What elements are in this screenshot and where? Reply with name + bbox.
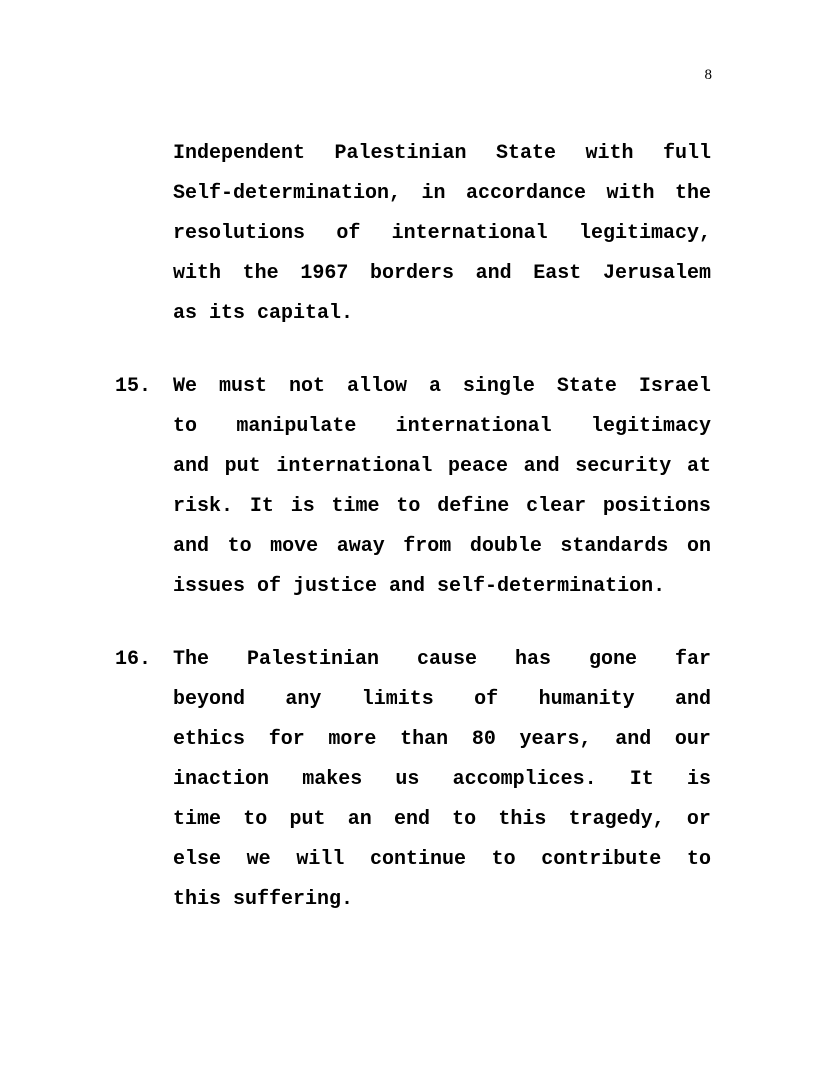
text-line bbox=[173, 800, 711, 840]
word: makes bbox=[302, 768, 363, 791]
word: us bbox=[395, 768, 420, 791]
word: issues of justice and self-determination. bbox=[173, 575, 666, 598]
text-line bbox=[173, 880, 711, 920]
text-line bbox=[173, 367, 711, 407]
text-line bbox=[173, 760, 711, 800]
text-line bbox=[173, 567, 711, 607]
word: to bbox=[452, 808, 477, 831]
word: manipulate bbox=[236, 415, 357, 438]
word: risk. bbox=[173, 495, 234, 518]
word: with bbox=[585, 142, 634, 165]
word: time bbox=[331, 495, 380, 518]
word: as its capital. bbox=[173, 302, 354, 325]
word: time bbox=[173, 808, 222, 831]
word: and bbox=[674, 688, 711, 711]
paragraph-number: 16. bbox=[115, 648, 152, 671]
continued-paragraph bbox=[173, 134, 711, 334]
word: borders bbox=[369, 262, 454, 285]
text-line bbox=[173, 527, 711, 567]
word: Jerusalem bbox=[602, 262, 711, 285]
paragraph-16 bbox=[115, 640, 711, 920]
word: our bbox=[674, 728, 711, 751]
text-line bbox=[173, 487, 711, 527]
word: State bbox=[496, 142, 557, 165]
word: away bbox=[336, 535, 385, 558]
word: this suffering. bbox=[173, 888, 354, 911]
word: legitimacy bbox=[590, 415, 711, 438]
word: with bbox=[606, 182, 655, 205]
word: It bbox=[249, 495, 274, 518]
word: in bbox=[421, 182, 446, 205]
word: security bbox=[575, 455, 672, 478]
text-line bbox=[173, 447, 711, 487]
text-line bbox=[173, 840, 711, 880]
word: 1967 bbox=[300, 262, 349, 285]
word: and bbox=[615, 728, 652, 751]
text-line bbox=[173, 407, 711, 447]
word: full bbox=[662, 142, 711, 165]
word: accomplices. bbox=[452, 768, 597, 791]
paragraph-15 bbox=[115, 367, 711, 607]
word: humanity bbox=[538, 688, 635, 711]
word: cause bbox=[416, 648, 477, 671]
word: more bbox=[328, 728, 377, 751]
word: has bbox=[514, 648, 551, 671]
word: and bbox=[523, 455, 560, 478]
word: the bbox=[242, 262, 279, 285]
word: put bbox=[224, 455, 261, 478]
word: else bbox=[173, 848, 222, 871]
word: standards bbox=[560, 535, 669, 558]
word: to bbox=[243, 808, 268, 831]
word: beyond bbox=[173, 688, 246, 711]
word: accordance bbox=[466, 182, 587, 205]
word: or bbox=[686, 808, 711, 831]
word: end bbox=[393, 808, 430, 831]
text-line bbox=[173, 134, 711, 174]
text-line bbox=[173, 254, 711, 294]
word: any bbox=[285, 688, 322, 711]
word: inaction bbox=[173, 768, 270, 791]
word: will bbox=[296, 848, 345, 871]
word: legitimacy, bbox=[578, 222, 711, 245]
word: define bbox=[437, 495, 510, 518]
word: Independent bbox=[173, 142, 306, 165]
word: It bbox=[629, 768, 654, 791]
text-line bbox=[173, 174, 711, 214]
word: from bbox=[403, 535, 452, 558]
word: international bbox=[395, 415, 552, 438]
word: and bbox=[173, 455, 210, 478]
text-line bbox=[173, 294, 711, 334]
word: single bbox=[462, 375, 535, 398]
word: is bbox=[686, 768, 711, 791]
paragraph-number: 15. bbox=[115, 375, 152, 398]
word: far bbox=[674, 648, 711, 671]
word: to bbox=[227, 535, 252, 558]
word: of bbox=[474, 688, 499, 711]
word: international bbox=[276, 455, 433, 478]
word: Palestinian bbox=[334, 142, 467, 165]
word: East bbox=[533, 262, 582, 285]
word: Palestinian bbox=[246, 648, 380, 671]
word: tragedy, bbox=[568, 808, 665, 831]
word: of bbox=[336, 222, 361, 245]
word: years, bbox=[519, 728, 592, 751]
word: peace bbox=[447, 455, 508, 478]
word: to bbox=[396, 495, 421, 518]
word: and bbox=[173, 535, 210, 558]
text-line bbox=[173, 640, 711, 680]
word: contribute bbox=[541, 848, 662, 871]
text-line bbox=[173, 680, 711, 720]
word: to bbox=[491, 848, 516, 871]
word: move bbox=[270, 535, 319, 558]
word: we bbox=[246, 848, 271, 871]
word: to bbox=[686, 848, 711, 871]
word: clear bbox=[526, 495, 587, 518]
word: limits bbox=[361, 688, 434, 711]
page-number: 8 bbox=[704, 67, 712, 83]
word: ethics bbox=[173, 728, 246, 751]
word: is bbox=[290, 495, 315, 518]
text-line bbox=[173, 720, 711, 760]
word: put bbox=[289, 808, 326, 831]
word: double bbox=[469, 535, 542, 558]
word: than bbox=[400, 728, 449, 751]
word: Self-determination, bbox=[173, 182, 402, 205]
word: not bbox=[288, 375, 325, 398]
word: The bbox=[173, 648, 210, 671]
word: the bbox=[674, 182, 711, 205]
word: continue bbox=[369, 848, 466, 871]
word: a bbox=[428, 375, 441, 398]
word: and bbox=[475, 262, 512, 285]
word: Israel bbox=[638, 375, 711, 398]
word: positions bbox=[602, 495, 711, 518]
word: at bbox=[686, 455, 711, 478]
word: gone bbox=[588, 648, 637, 671]
text-line bbox=[173, 214, 711, 254]
word: on bbox=[686, 535, 711, 558]
word: State bbox=[556, 375, 617, 398]
word: resolutions bbox=[173, 222, 306, 245]
word: for bbox=[268, 728, 305, 751]
word: 80 bbox=[471, 728, 496, 751]
word: to bbox=[173, 415, 198, 438]
word: this bbox=[498, 808, 547, 831]
word: international bbox=[391, 222, 548, 245]
word: must bbox=[218, 375, 267, 398]
word: with bbox=[173, 262, 222, 285]
word: allow bbox=[346, 375, 407, 398]
word: an bbox=[347, 808, 372, 831]
word: We bbox=[173, 375, 198, 398]
